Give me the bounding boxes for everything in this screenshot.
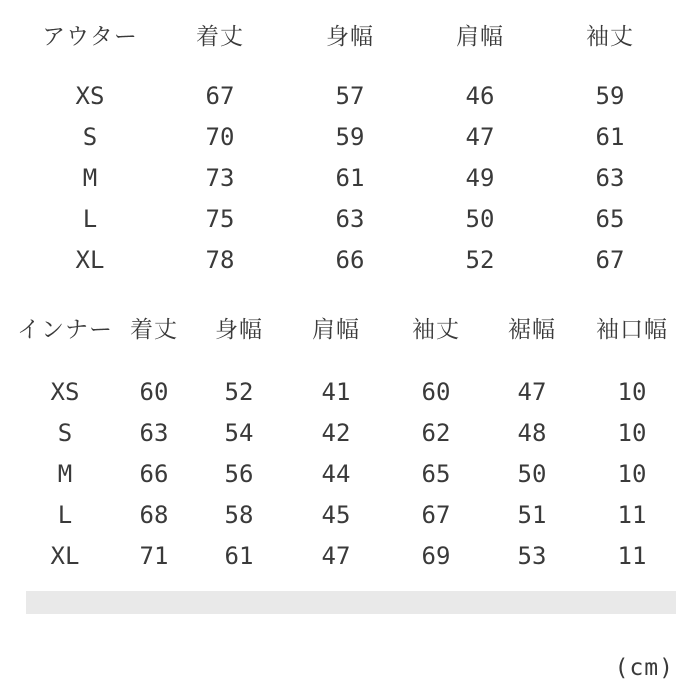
value-cell: 41	[321, 377, 351, 406]
value-cell: 63	[595, 163, 625, 192]
value-cell: 47	[321, 541, 351, 570]
column-header: 袖丈	[586, 24, 634, 50]
value-cell: 68	[139, 500, 169, 529]
value-cell: 47	[517, 377, 547, 406]
column-header: 着丈	[196, 24, 244, 50]
value-cell: 10	[617, 459, 647, 488]
value-cell: 45	[321, 500, 351, 529]
unit-label: (cm)	[614, 655, 674, 681]
value-cell: 54	[224, 418, 254, 447]
table-name-header: インナー	[17, 317, 113, 343]
value-cell: 71	[139, 541, 169, 570]
header-row	[25, 12, 675, 57]
value-cell: 61	[224, 541, 254, 570]
size-label: L	[57, 500, 73, 529]
value-cell: 42	[321, 418, 351, 447]
value-cell: 58	[224, 500, 254, 529]
size-label: M	[82, 163, 98, 192]
column-header: 身幅	[326, 24, 374, 50]
value-cell: 44	[321, 459, 351, 488]
value-cell: 70	[205, 122, 235, 151]
size-label: XS	[75, 81, 105, 110]
value-cell: 66	[139, 459, 169, 488]
column-header: 身幅	[215, 317, 263, 343]
value-cell: 61	[595, 122, 625, 151]
value-cell: 67	[421, 500, 451, 529]
column-header: 肩幅	[456, 24, 504, 50]
table-row	[15, 494, 685, 535]
value-cell: 10	[617, 418, 647, 447]
value-cell: 47	[465, 122, 495, 151]
value-cell: 60	[421, 377, 451, 406]
value-cell: 49	[465, 163, 495, 192]
column-header: 袖丈	[412, 317, 460, 343]
value-cell: 65	[421, 459, 451, 488]
table-row	[25, 198, 675, 239]
outer-size-table	[25, 12, 675, 280]
value-cell: 11	[617, 500, 647, 529]
value-cell: 78	[205, 245, 235, 274]
column-header: 裾幅	[508, 317, 556, 343]
table-row	[15, 535, 685, 576]
value-cell: 63	[335, 204, 365, 233]
value-cell: 53	[517, 541, 547, 570]
value-cell: 65	[595, 204, 625, 233]
value-cell: 48	[517, 418, 547, 447]
table-row	[25, 75, 675, 116]
value-cell: 46	[465, 81, 495, 110]
column-header: 袖口幅	[596, 317, 668, 343]
size-label: XL	[75, 245, 105, 274]
table-row	[25, 116, 675, 157]
value-cell: 67	[205, 81, 235, 110]
size-label: L	[82, 204, 98, 233]
size-label: S	[82, 122, 98, 151]
value-cell: 59	[595, 81, 625, 110]
value-cell: 63	[139, 418, 169, 447]
value-cell: 69	[421, 541, 451, 570]
table-row	[15, 371, 685, 412]
size-label: XS	[50, 377, 80, 406]
value-cell: 10	[617, 377, 647, 406]
value-cell: 62	[421, 418, 451, 447]
value-cell: 51	[517, 500, 547, 529]
value-cell: 61	[335, 163, 365, 192]
value-cell: 66	[335, 245, 365, 274]
table-name-header: アウター	[42, 24, 138, 50]
value-cell: 57	[335, 81, 365, 110]
value-cell: 50	[517, 459, 547, 488]
value-cell: 52	[465, 245, 495, 274]
value-cell: 52	[224, 377, 254, 406]
header-row	[15, 305, 685, 350]
table-row	[15, 453, 685, 494]
value-cell: 75	[205, 204, 235, 233]
value-cell: 59	[335, 122, 365, 151]
table-row	[25, 157, 675, 198]
size-label: S	[57, 418, 73, 447]
value-cell: 73	[205, 163, 235, 192]
value-cell: 56	[224, 459, 254, 488]
separator-bar	[26, 591, 676, 614]
value-cell: 11	[617, 541, 647, 570]
size-label: M	[57, 459, 73, 488]
value-cell: 67	[595, 245, 625, 274]
column-header: 着丈	[130, 317, 178, 343]
table-row	[25, 239, 675, 280]
value-cell: 60	[139, 377, 169, 406]
column-header: 肩幅	[312, 317, 360, 343]
value-cell: 50	[465, 204, 495, 233]
size-label: XL	[50, 541, 80, 570]
inner-size-table	[15, 305, 685, 576]
table-row	[15, 412, 685, 453]
